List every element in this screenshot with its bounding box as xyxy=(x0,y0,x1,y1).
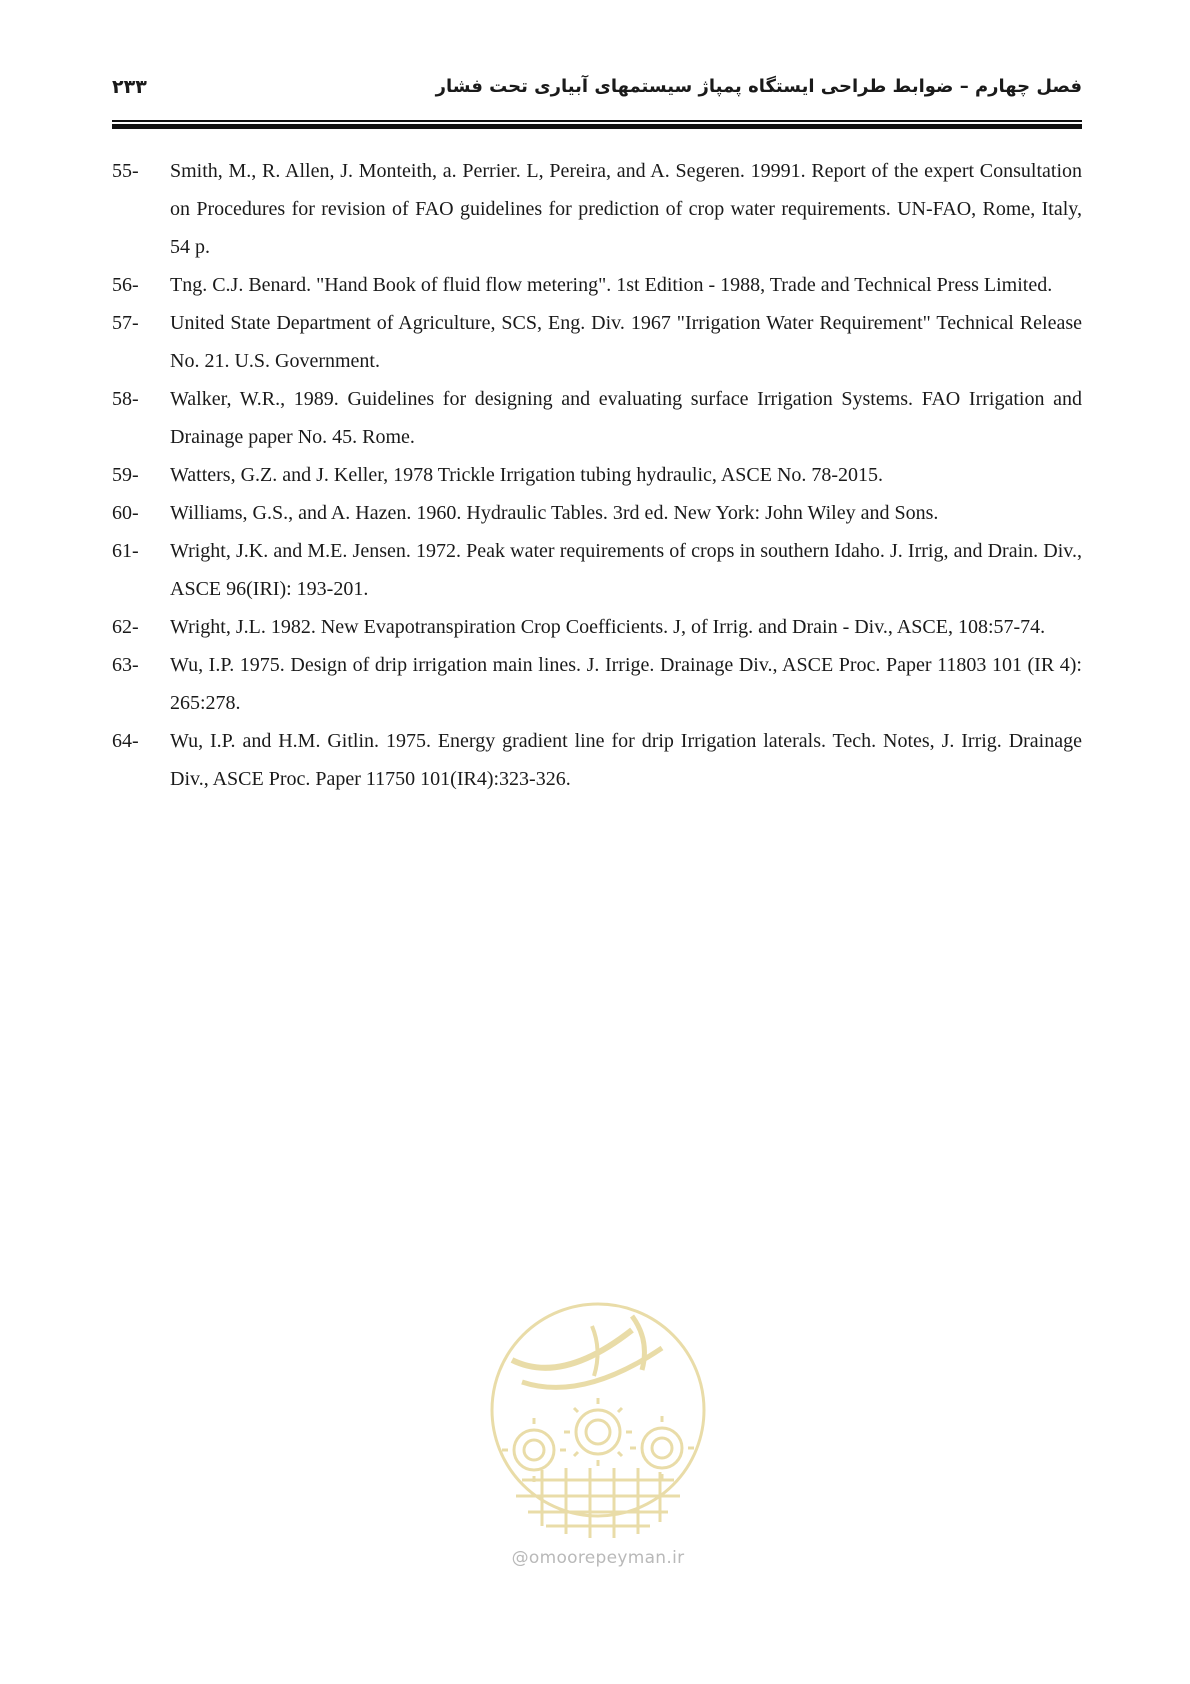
reference-text: Williams, G.S., and A. Hazen. 1960. Hydraulic Tables. 3rd ed. New York: John Wiley and Sons. xyxy=(170,502,939,524)
watermark-logo-icon xyxy=(482,1290,714,1540)
reference-item xyxy=(112,494,1082,532)
reference-number: 58- xyxy=(112,388,139,410)
reference-text: Smith, M., R. Allen, J. Monteith, a. Perrier. L, Pereira, and A. Segeren. 19991. Report of the expert Consultation on Procedures for revision of FAO guidelines for prediction of crop water requirements. UN-FAO, Rome, Italy, 54 p. xyxy=(170,160,1082,258)
header-rule-thin xyxy=(112,120,1082,122)
reference-text: Walker, W.R., 1989. Guidelines for designing and evaluating surface Irrigation Systems. FAO Irrigation and Drainage paper No. 45. Rome. xyxy=(170,388,1082,448)
reference-text: Wright, J.L. 1982. New Evapotranspiration Crop Coefficients. J, of Irrig. and Drain - Div., ASCE, 108:57-74. xyxy=(170,616,1046,638)
reference-number: 57- xyxy=(112,312,139,334)
reference-item xyxy=(112,722,1082,798)
page-header xyxy=(112,72,1082,112)
reference-item xyxy=(112,380,1082,456)
reference-number: 56- xyxy=(112,274,139,296)
reference-number: 64- xyxy=(112,730,139,752)
reference-item xyxy=(112,304,1082,380)
reference-number: 55- xyxy=(112,160,139,182)
header-rule-thick xyxy=(112,124,1082,129)
reference-text: Watters, G.Z. and J. Keller, 1978 Trickle Irrigation tubing hydraulic, ASCE No. 78-2015. xyxy=(170,464,884,486)
chapter-title: فصل چهارم – ضوابط طراحی ایستگاه پمپاژ سیستمهای آبیاری تحت فشار xyxy=(435,76,1082,97)
reference-number: 59- xyxy=(112,464,139,486)
reference-item xyxy=(112,266,1082,304)
reference-item xyxy=(112,608,1082,646)
reference-item xyxy=(112,532,1082,608)
reference-text: Wright, J.K. and M.E. Jensen. 1972. Peak water requirements of crops in southern Idaho. J. Irrig, and Drain. Div., ASCE 96(IRI): 193-201. xyxy=(170,540,1082,600)
watermark-url: @omoorepeyman.ir xyxy=(511,1548,685,1568)
reference-text: Wu, I.P. and H.M. Gitlin. 1975. Energy gradient line for drip Irrigation laterals. Tech. Notes, J. Irrig. Drainage Div., ASCE Proc. Paper 11750 101(IR4):323-326. xyxy=(170,730,1082,790)
reference-number: 63- xyxy=(112,654,139,676)
reference-text: Tng. C.J. Benard. "Hand Book of fluid flow metering". 1st Edition - 1988, Trade and Technical Press Limited. xyxy=(170,274,1053,296)
reference-text: United State Department of Agriculture, SCS, Eng. Div. 1967 "Irrigation Water Requirement" Technical Release No. 21. U.S. Government. xyxy=(170,312,1082,372)
reference-text: Wu, I.P. 1975. Design of drip irrigation main lines. J. Irrige. Drainage Div., ASCE Proc. Paper 11803 101 (IR 4): 265:278. xyxy=(170,654,1082,714)
watermark xyxy=(482,1290,714,1580)
reference-number: 61- xyxy=(112,540,139,562)
reference-item xyxy=(112,456,1082,494)
reference-item xyxy=(112,152,1082,266)
reference-number: 62- xyxy=(112,616,139,638)
reference-number: 60- xyxy=(112,502,139,524)
page-number: ۲۳۳ xyxy=(112,76,147,98)
reference-list xyxy=(112,152,1082,798)
reference-item xyxy=(112,646,1082,722)
